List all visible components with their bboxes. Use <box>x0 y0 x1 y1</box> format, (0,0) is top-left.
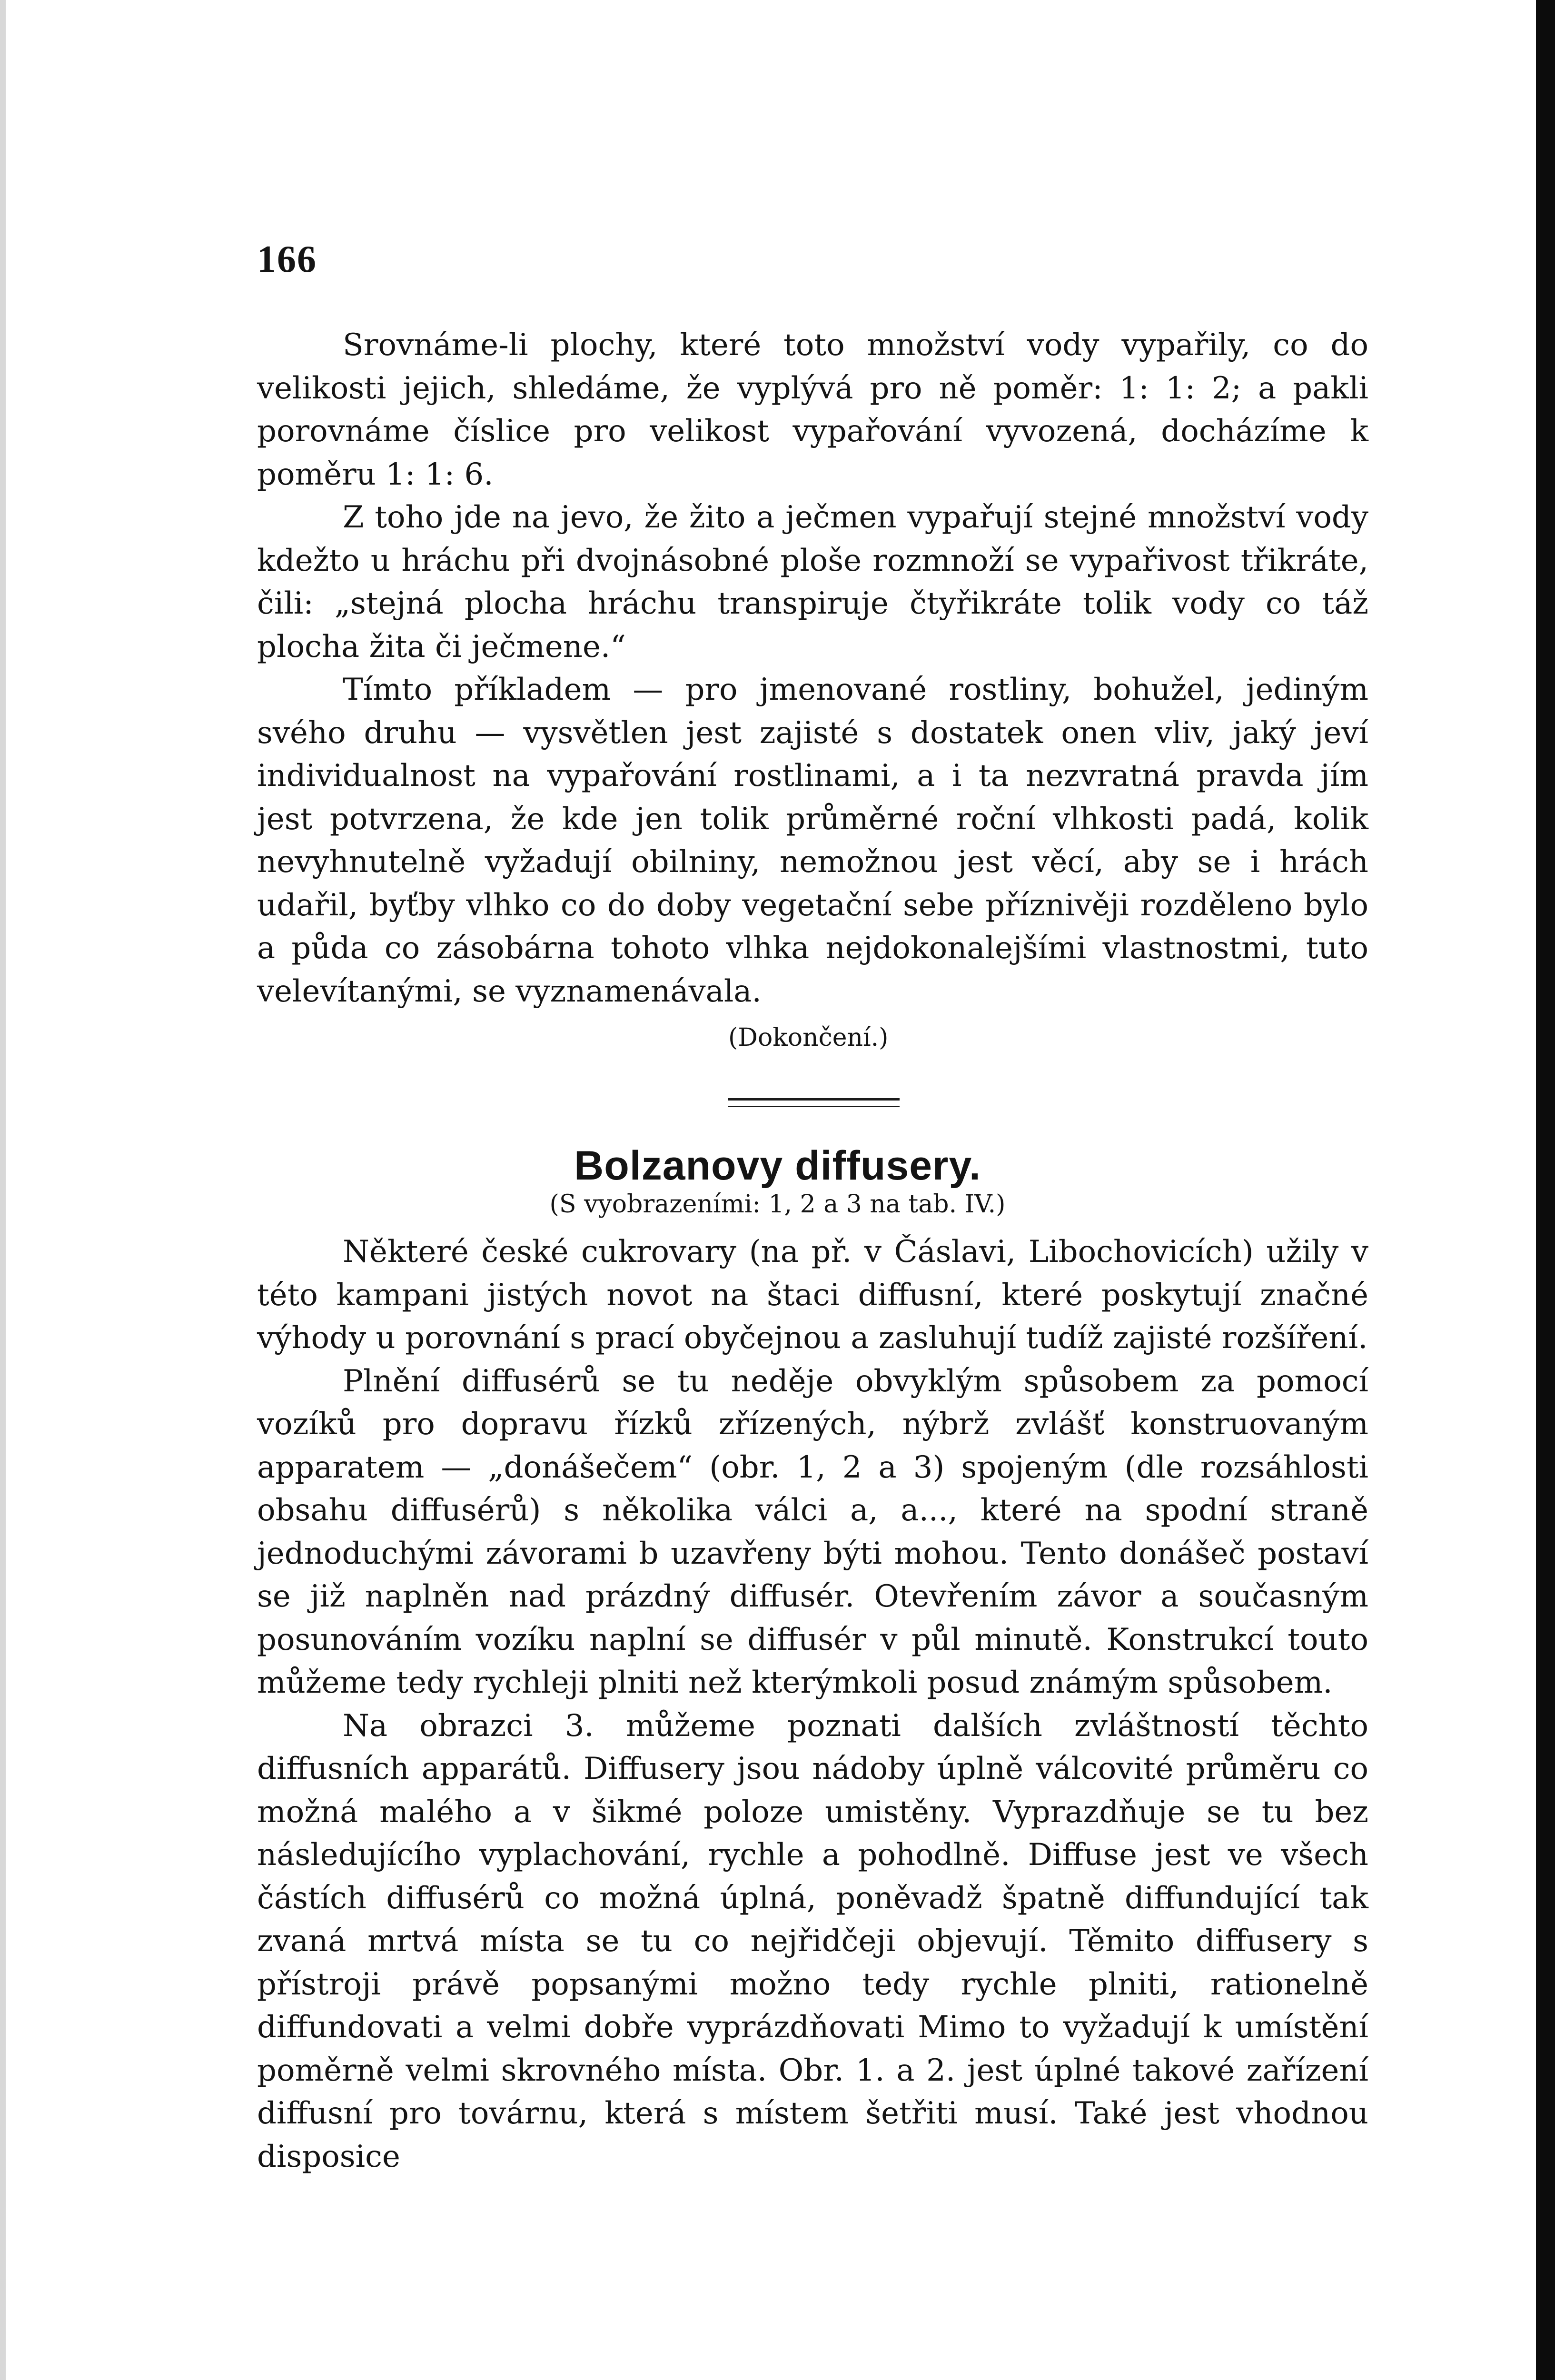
continued-note: (Dokončení.) <box>728 1023 889 1052</box>
article-1-body <box>257 324 1368 1013</box>
article-1-paragraph-3: Tímto příkladem — pro jmenované rostliny, bohužel, jediným svého druhu — vysvětlen jest zajisté s dostatek onen vliv, jaký jeví individualnost na vypařování rostlinami, a i ta nezvratná pravda jím jest potvrzena, že kde jen tolik průměrné roční vlhkosti padá, kolik nevyhnutelně vyžadují obilniny, nemožnou jest věcí, aby se i hrách udařil, byťby vlhko co do doby vegetační sebe příznivěji rozděleno bylo a půda co zásobárna tohoto vlhka nejdokonalejšími vlastnostmi, tuto velevítanými, se vyznamenávala. <box>257 672 1368 1009</box>
article-1-paragraph-1: Srovnáme-li plochy, které toto množství vody vypařily, co do velikosti jejich, shledáme, že vyplývá pro ně poměr: 1: 1: 2; a pakli porovnáme číslice pro velikost vypařování vyvozená, docházíme k poměru 1: 1: 6. <box>257 327 1368 492</box>
article-2-paragraph-2: Plnění diffusérů se tu neděje obvyklým spůsobem za pomocí vozíků pro dopravu řízků zřízených, nýbrž zvlášť konstruovaným apparatem — „donášečem“ (obr. 1, 2 a 3) spojeným (dle rozsáhlosti obsahu diffusérů) s několika válci a, a..., které na spodní straně jednoduchými závorami b uzavřeny býti mohou. Tento donášeč postaví se již naplněn nad prázdný diffusér. Otevřením závor a současným posunováním vozíku naplní se diffusér v půl minutě. Konstrukcí touto můžeme tedy rychleji plniti než kterýmkoli posud známým spůsobem. <box>257 1363 1368 1700</box>
article-2-body <box>257 1230 1368 2178</box>
section-divider <box>728 1098 900 1107</box>
article-2-title: Bolzanovy diffusery. <box>574 1143 981 1189</box>
page-number: 166 <box>257 238 317 280</box>
article-2-paragraph-3: Na obrazci 3. můžeme poznati dalších zvláštností těchto diffusních apparátů. Diffusery jsou nádoby úplně válcovité průměru co možná malého a v šikmé poloze umistěny. Vyprazdňuje se tu bez následujícího vyplachování, rychle a pohodlně. Diffuse jest ve všech částích diffusérů co možná úplná, poněvadž špatně diffundující tak zvaná mrtvá místa se tu co nejřidčeji objevují. Těmito diffusery s přístroji právě popsanými možno tedy rychle plniti, rationelně diffundovati a velmi dobře vyprázdňovati Mimo to vyžadují k umístění poměrně velmi skrovného místa. Obr. 1. a 2. jest úplné takové zařízení diffusní pro továrnu, která s místem šetřiti musí. Také jest vhodnou disposice <box>257 1708 1368 2174</box>
article-2-paragraph-1: Některé české cukrovary (na př. v Čáslavi, Libochovicích) užily v této kampani jistých novot na štaci diffusní, které poskytují značné výhody u porovnání s prací obyčejnou a zasluhují tudíž zajisté rozšíření. <box>257 1234 1368 1356</box>
article-1-paragraph-2: Z toho jde na jevo, že žito a ječmen vypařují stejné množství vody kdežto u hráchu při dvojnásobné ploše rozmnoží se vypařivost třikráte, čili: „stejná plocha hráchu transpiruje čtyřikráte tolik vody co táž plocha žita či ječmene.“ <box>257 500 1368 664</box>
article-2-subtitle: (S vyobrazeními: 1, 2 a 3 na tab. IV.) <box>549 1190 1006 1219</box>
